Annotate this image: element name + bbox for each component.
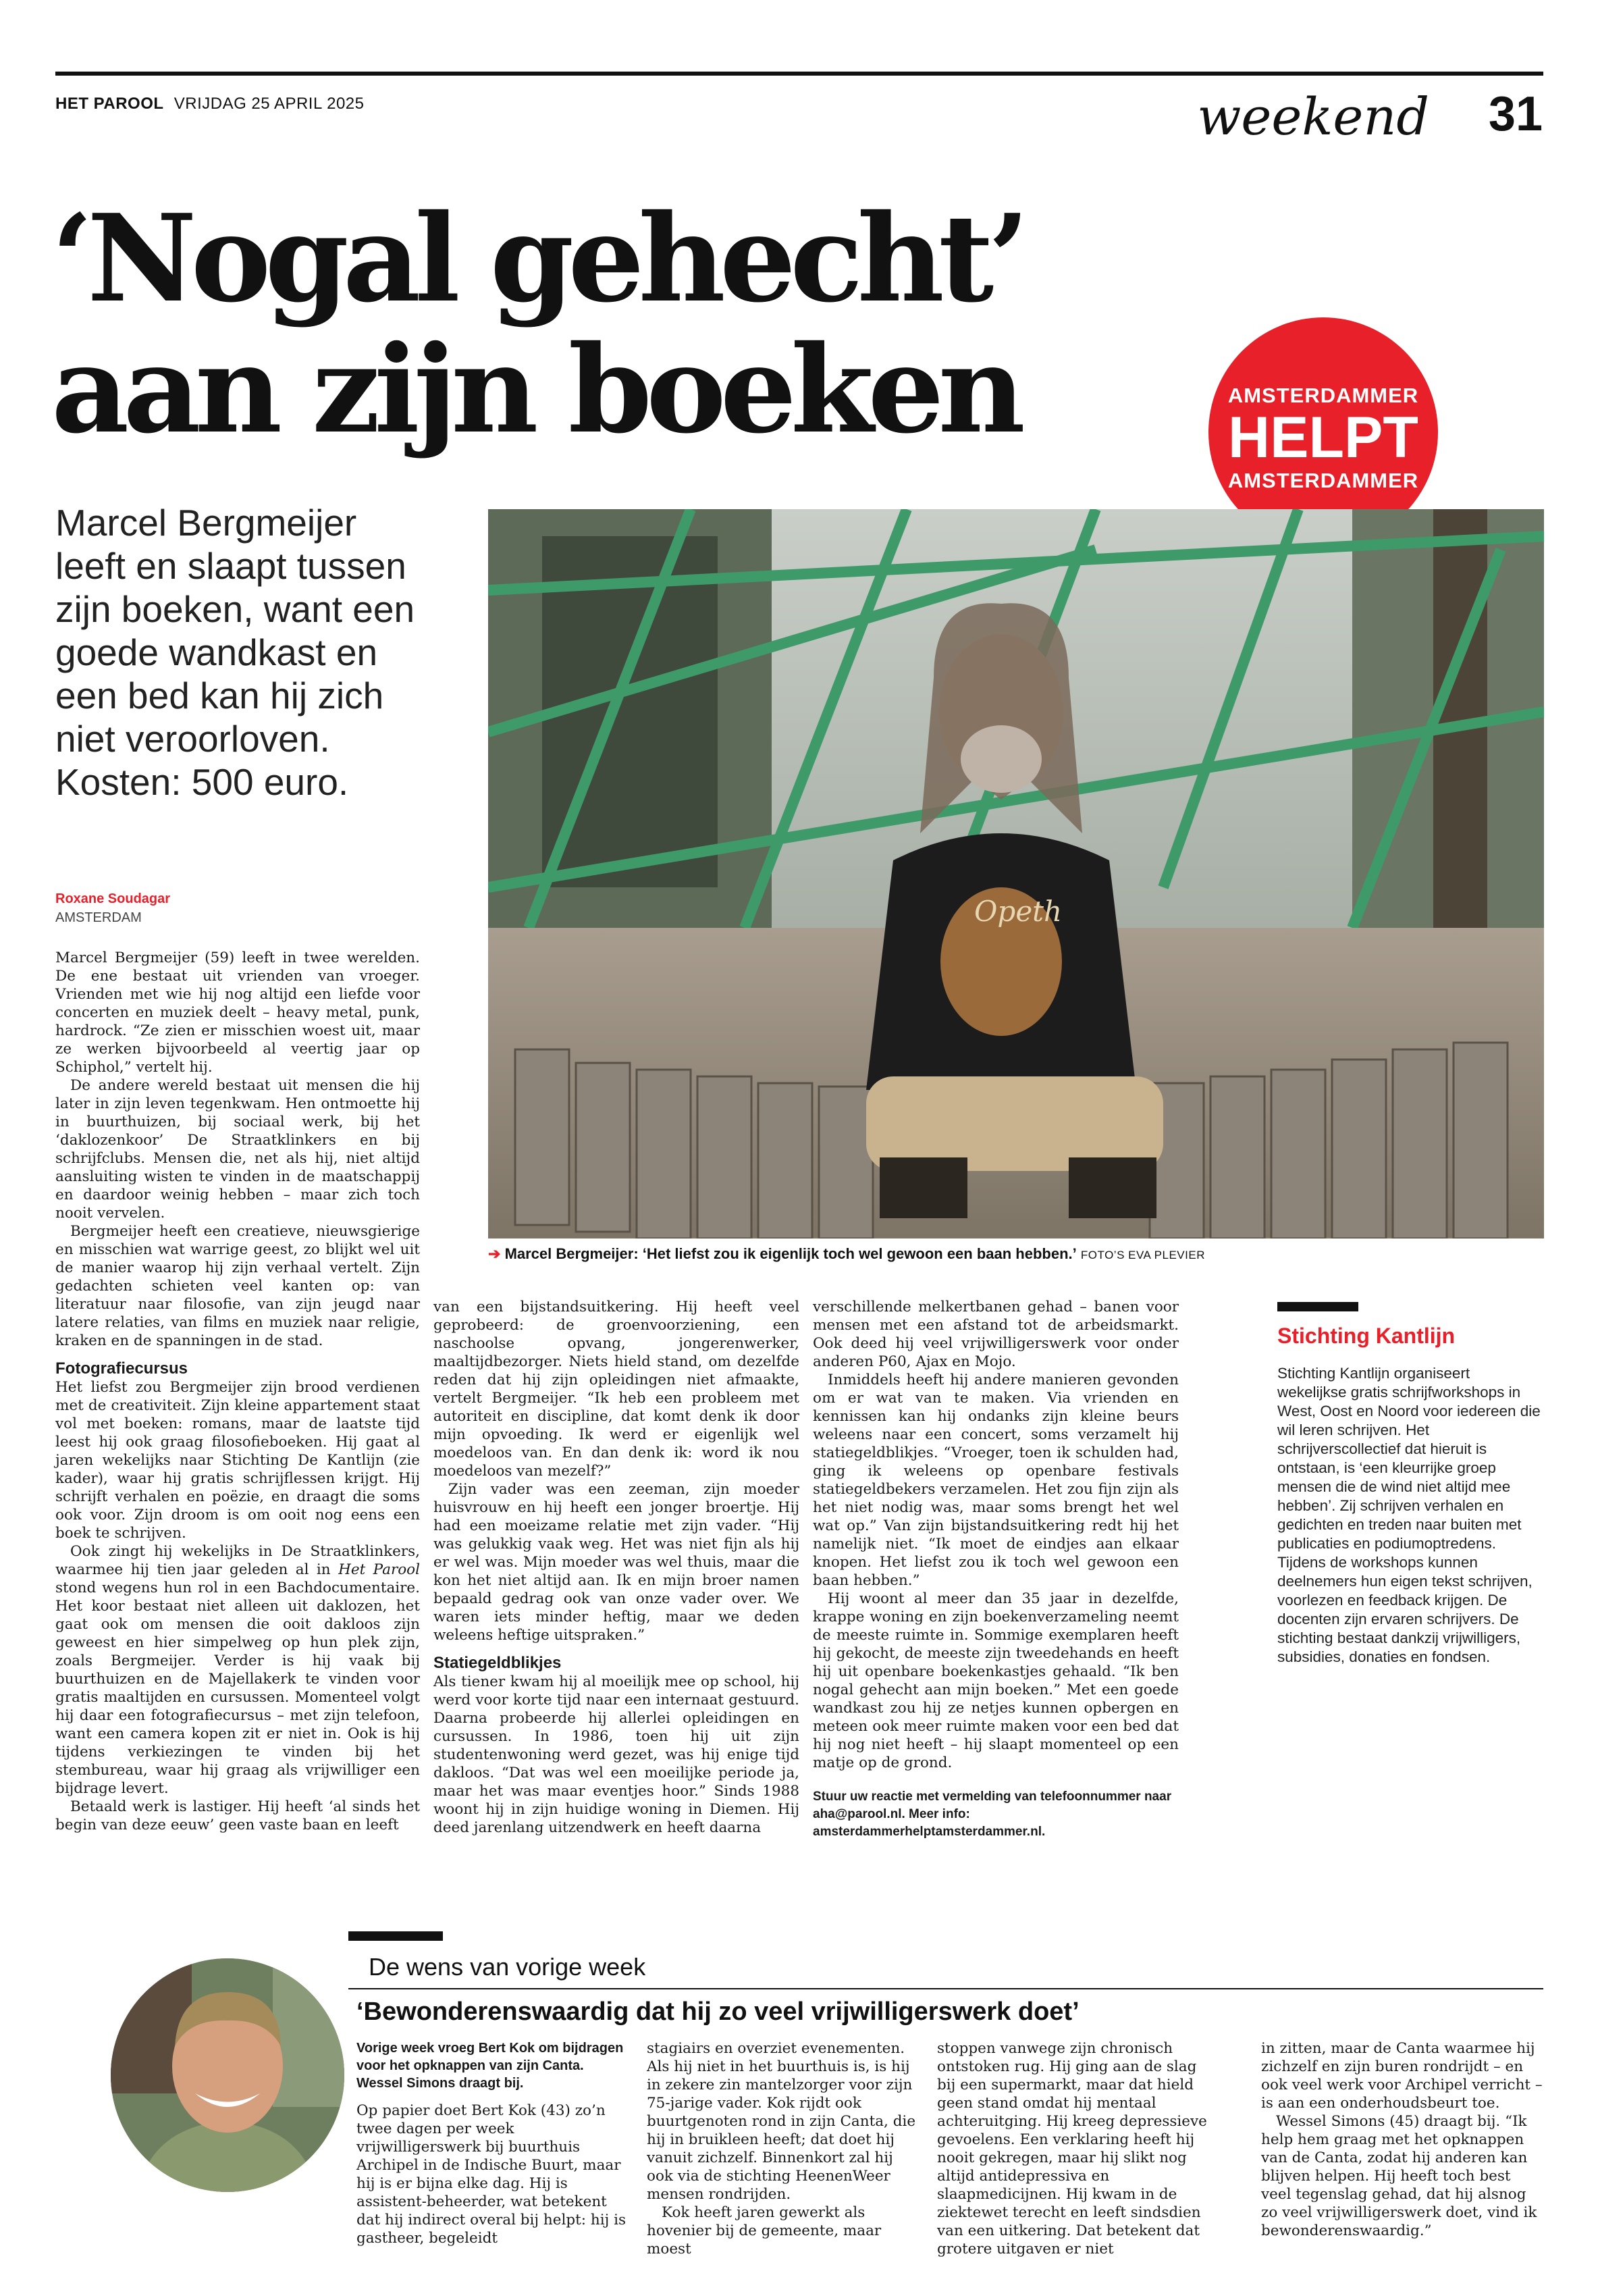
subheading: Fotografiecursus <box>55 1359 188 1378</box>
page-number: 31 <box>1488 87 1543 141</box>
paragraph: stagiairs en overziet evenementen. Als hij niet in het buurthuis is, is hij in zekere zin mantelzorger voor zijn 75-jarige vader. Kok rijdt ook buurtgenoten rond in zijn Canta, die hij in bruikleen heeft; dat doet hij vanuit zichzelf. Binnenkort zal hij ook via de stichting HeenenWeer mensen rondrijden. <box>647 2040 916 2203</box>
badge-bottom: AMSTERDAMMER <box>1227 469 1419 492</box>
caption-text: Marcel Bergmeijer: ‘Het liefst zou ik eigenlijk toch wel gewoon een baan hebben.’ <box>504 1245 1077 1262</box>
article-column-3 <box>813 1298 1179 1841</box>
paper-name: HET PAROOL <box>55 95 164 113</box>
wens-column-4 <box>1261 2039 1545 2240</box>
wens-column-2 <box>647 2039 917 2258</box>
paragraph: verschillende melkertbanen gehad – banen voor mensen met een afstand tot de arbeidsmarkt. Ook deed hij veel vrijwilligerswerk voor onder anderen P60, Ajax en Mojo. <box>813 1299 1179 1370</box>
paragraph: Hij woont al meer dan 35 jaar in dezelfde, krappe woning en zijn boekenverzameling neemt de meeste ruimte in. Sommige exemplaren heeft hij gekocht, de meeste zijn tweedehands en heeft hij uit openbare boekenkastjes gehaald. “Ik ben nogal gehecht aan mijn boeken.” Met een goede wandkast zou hij ze netjes kunnen opbergen en meteen ook meer ruimte maken voor een bed dat hij nog niet heeft – hij slaapt momenteel op een matje op de grond. <box>813 1590 1179 1771</box>
wens-label: De wens van vorige week <box>369 1953 646 1981</box>
wens-lead: Vorige week vroeg Bert Kok om bijdragen voor het opknappen van zijn Canta. Wessel Simons draagt bij. <box>356 2041 624 2091</box>
badge-middle: HELPT <box>1228 405 1418 470</box>
section-name: weekend <box>1197 86 1429 147</box>
paragraph: stoppen vanwege zijn chronisch ontstoken rug. Hij ging aan de slag bij een supermarkt, maar dat hield geen stand omdat hij mentaal achteruitging. Hij kreeg depressieve gevoelens. Een verklaring heeft hij nooit gekregen, maar hij slikt nog altijd antidepressiva en slaapmedicijnen. Hij kwam in de ziektewet terecht en leeft sindsdien van een uitkering. Dat betekent dat grotere uitgaven er niet <box>937 2040 1207 2258</box>
photo-illustration <box>488 509 1544 1238</box>
wens-title: ‘Bewonderenswaardig dat hij zo veel vrijwilligerswerk doet’ <box>356 1998 1080 2026</box>
main-photo <box>488 509 1544 1238</box>
masthead <box>55 95 365 113</box>
paragraph: Op papier doet Bert Kok (43) zo’n twee dagen per week vrijwilligerswerk bij buurthuis Archipel in de Indische Buurt, maar hij is er bijna elke dag. Hij is assistent-beheerder, wat betekent dat hij indirect overal bij helpt: hij is gastheer, begeleidt <box>356 2102 626 2247</box>
badge-top: AMSTERDAMMER <box>1227 384 1419 407</box>
paragraph: Het liefst zou Bergmeijer zijn brood verdienen met de creativiteit. Zijn kleine appartement staat vol met boeken: romans, maar de laatste tijd leest hij ook graag filosofieboeken. Hij gaat al jaren wekelijks naar Stichting De Kantlijn (zie kader), waar hij gratis schrijflessen krijgt. Hij schrijft verhalen en poëzie, en draagt die soms ook voor. Zijn droom is om ooit nog eens een boek te schrijven. <box>55 1379 420 1542</box>
paragraph: Wessel Simons (45) draagt bij. “Ik help hem graag met het opknappen van de Canta, zodat hij anderen kan blijven helpen. Hij heeft toch best veel tegenslag gehad, dat hij alsnog zo veel vrijwilligerswerk doet, vind ik bewonderenswaardig.” <box>1261 2113 1537 2239</box>
wens-column-1 <box>356 2039 627 2247</box>
wens-column-3 <box>937 2039 1207 2258</box>
sidebox-title: Stichting Kantlijn <box>1277 1324 1456 1348</box>
paragraph: Ook zingt hij wekelijks in De Straatklinkers, waarmee hij tien jaar geleden al in Het Parool stond wegens hun rol in een Bachdocumentaire. Het koor bestaat niet alleen uit daklozen, het gaat ook om mensen die ooit dakloos zijn geweest en hier simpelweg op hun plek zijn, zoals Bergmeijer. Verder is hij vaak bij buurthuizen en de Majellakerk te vinden voor gratis maaltijden en cursussen. Momenteel volgt hij daar een fotografiecursus – met zijn telefoon, want een camera kopen zit er niet in. Ook is hij tijdens verkiezingen te vinden bij het stembureau, waar hij graag als vrijwilliger een bijdrage levert. <box>55 1543 421 1797</box>
subheading: Statiegeldblikjes <box>433 1654 562 1672</box>
paragraph: in zitten, maar de Canta waarmee hij zichzelf en zijn buren rondrijdt – en ook veel werk voor Archipel verricht – is aan een onderhoudsbeurt toe. <box>1261 2040 1543 2112</box>
paragraph: Zijn vader was een zeeman, zijn moeder huisvrouw en hij heeft een jonger broertje. Hij had een moeizame relatie met zijn vader. “Hij was gelukkig vaak weg. Het was niet fijn als hij er wel was. Mijn moeder was wel thuis, maar die kon het niet altijd aan. Ik en mijn broer namen bepaald gedrag ook van onze vader over. We waren iets minder heftig, maar we deden weleens heftige uitspraken.” <box>433 1481 799 1644</box>
sidebox-text: Stichting Kantlijn organiseert wekelijkse gratis schrijfworkshops in West, Oost en Noord voor iedereen die wil leren schrijven. Het schrijverscollectief dat hieruit is ontstaan, is ‘een kleurrijke groep mensen die de wind niet altijd mee hebben’. Zij schrijven verhalen en gedichten en treden naar buiten met publicaties en podiumoptredens. Tijdens de workshops kunnen deelnemers hun eigen tekst schrijven, voorlezen en feedback krijgen. De docenten zijn ervaren schrijvers. De stichting bestaat dankzij vrijwilligers, subsidies, donaties en fondsen. <box>1277 1365 1541 1665</box>
intro-text: Marcel Bergmeijer leeft en slaapt tussen zijn boeken, want een goede wandkast en een bed kan hij zich niet veroorloven. Kosten: 500 euro. <box>55 502 415 803</box>
issue-date: VRIJDAG 25 APRIL 2025 <box>174 95 365 113</box>
photo-credit: FOTO’S EVA PLEVIER <box>1080 1249 1205 1261</box>
top-rule <box>55 72 1543 76</box>
headline-line-2: aan zijn boeken <box>51 319 1019 460</box>
shirt-text: Opeth <box>974 895 1063 928</box>
photo-caption <box>488 1245 1544 1263</box>
wens-separator <box>348 1988 1543 1989</box>
sidebox-rule <box>1277 1302 1358 1311</box>
paragraph: Als tiener kwam hij al moeilijk mee op school, hij werd voor korte tijd naar een internaat gestuurd. Daarna probeerde hij allerlei opleidingen en cursussen. In 1986, toen hij uit zijn studentenwoning werd gezet, was hij enige tijd dakloos. “Dat was wel een moeilijke periode ja, maar het was maar eventjes hoor.” Sinds 1988 woont hij in zijn huidige woning in Diemen. Hij deed jarenlang uitzendwerk en heeft daarna <box>433 1673 799 1836</box>
paragraph: Inmiddels heeft hij andere manieren gevonden om er wat van te maken. Via vrienden en kennissen kan hij ondanks zijn kleine beurs weleens naar een concert, soms verzamelt hij statiegeldblikjes. “Vroeger, toen ik schulden had, ging ik weleens op openbare festivals statiegeldbekers verzamelen. Het zou fijn zijn als het niet nodig was, maar soms brengt het wel wat op.” Van zijn bijstandsuitkering redt hij het namelijk niet. “Ik moet de eindjes aan elkaar knopen. Het liefst zou ik toch wel gewoon een baan hebben.” <box>813 1372 1179 1589</box>
portrait-photo <box>111 1958 344 2192</box>
arrow-icon: ➔ <box>488 1245 501 1262</box>
response-callout: Stuur uw reactie met vermelding van telefoonnummer naar aha@parool.nl. Meer info: amsterdammerhelptamsterdammer.nl. <box>813 1790 1172 1839</box>
paragraph: De andere wereld bestaat uit mensen die hij later in zijn leven tegenkwam. Hen ontmoette hij in buurthuizen, bij sociaal werk, bij het ‘daklozenkoor’ De Straatklinkers en bij schrijfclubs. Mensen die, net als hij, niet altijd aansluiting wisten te vinden in de maatschappij en daardoor weinig hebben – maar zich toch nooit vervelen. <box>55 1077 420 1222</box>
portrait-illustration <box>111 1958 344 2192</box>
paragraph: Kok heeft jaren gewerkt als hovenier bij de gemeente, maar moest <box>647 2204 882 2258</box>
wens-rule <box>348 1931 443 1941</box>
headline <box>51 188 1104 460</box>
headline-line-1: ‘Nogal gehecht’ <box>51 188 1024 329</box>
paragraph: Bergmeijer heeft een creatieve, nieuwsgierige en misschien wat warrige geest, zo blijkt wel uit de manier waarop hij zijn verhaal vertelt. Zijn gedachten schieten veel kanten op: van literatuur naar filosofie, van zijn jeugd naar latere relaties, van films en muziek naar religie, kraken en de spanningen in de stad. <box>55 1223 420 1349</box>
article-column-2 <box>433 1298 799 1837</box>
dateline: AMSTERDAM <box>55 910 142 925</box>
author-name: Roxane Soudagar <box>55 891 171 906</box>
paragraph: van een bijstandsuitkering. Hij heeft veel geprobeerd: de groenvoorziening, een naschoolse opvang, jongerenwerker, maaltijdbezorger. Niets hield stand, om dezelfde reden dat hij zijn opleidingen niet afmaakte, vertelt Bergmeijer. “Ik heb een probleem met autoriteit en discipline, dat komt denk ik door mijn opvoeding. Ik werd er eigenlijk wel moedeloos van. En dan denk ik: word ik nou moedeloos van mezelf?” <box>433 1299 799 1480</box>
paragraph: Betaald werk is lastiger. Hij heeft ‘al sinds het begin van deze eeuw’ geen vaste baan en leeft <box>55 1798 420 1833</box>
paragraph: Marcel Bergmeijer (59) leeft in twee werelden. De ene bestaat uit vrienden van vroeger. Vrienden met wie hij nog altijd een liefde voor concerten en muziek deelt – heavy metal, punk, hardrock. “Ze zien er misschien woest uit, maar ze werken bijvoorbeeld al veertig jaar op Schiphol,” vertelt hij. <box>55 949 420 1076</box>
article-column-1 <box>55 949 420 1834</box>
